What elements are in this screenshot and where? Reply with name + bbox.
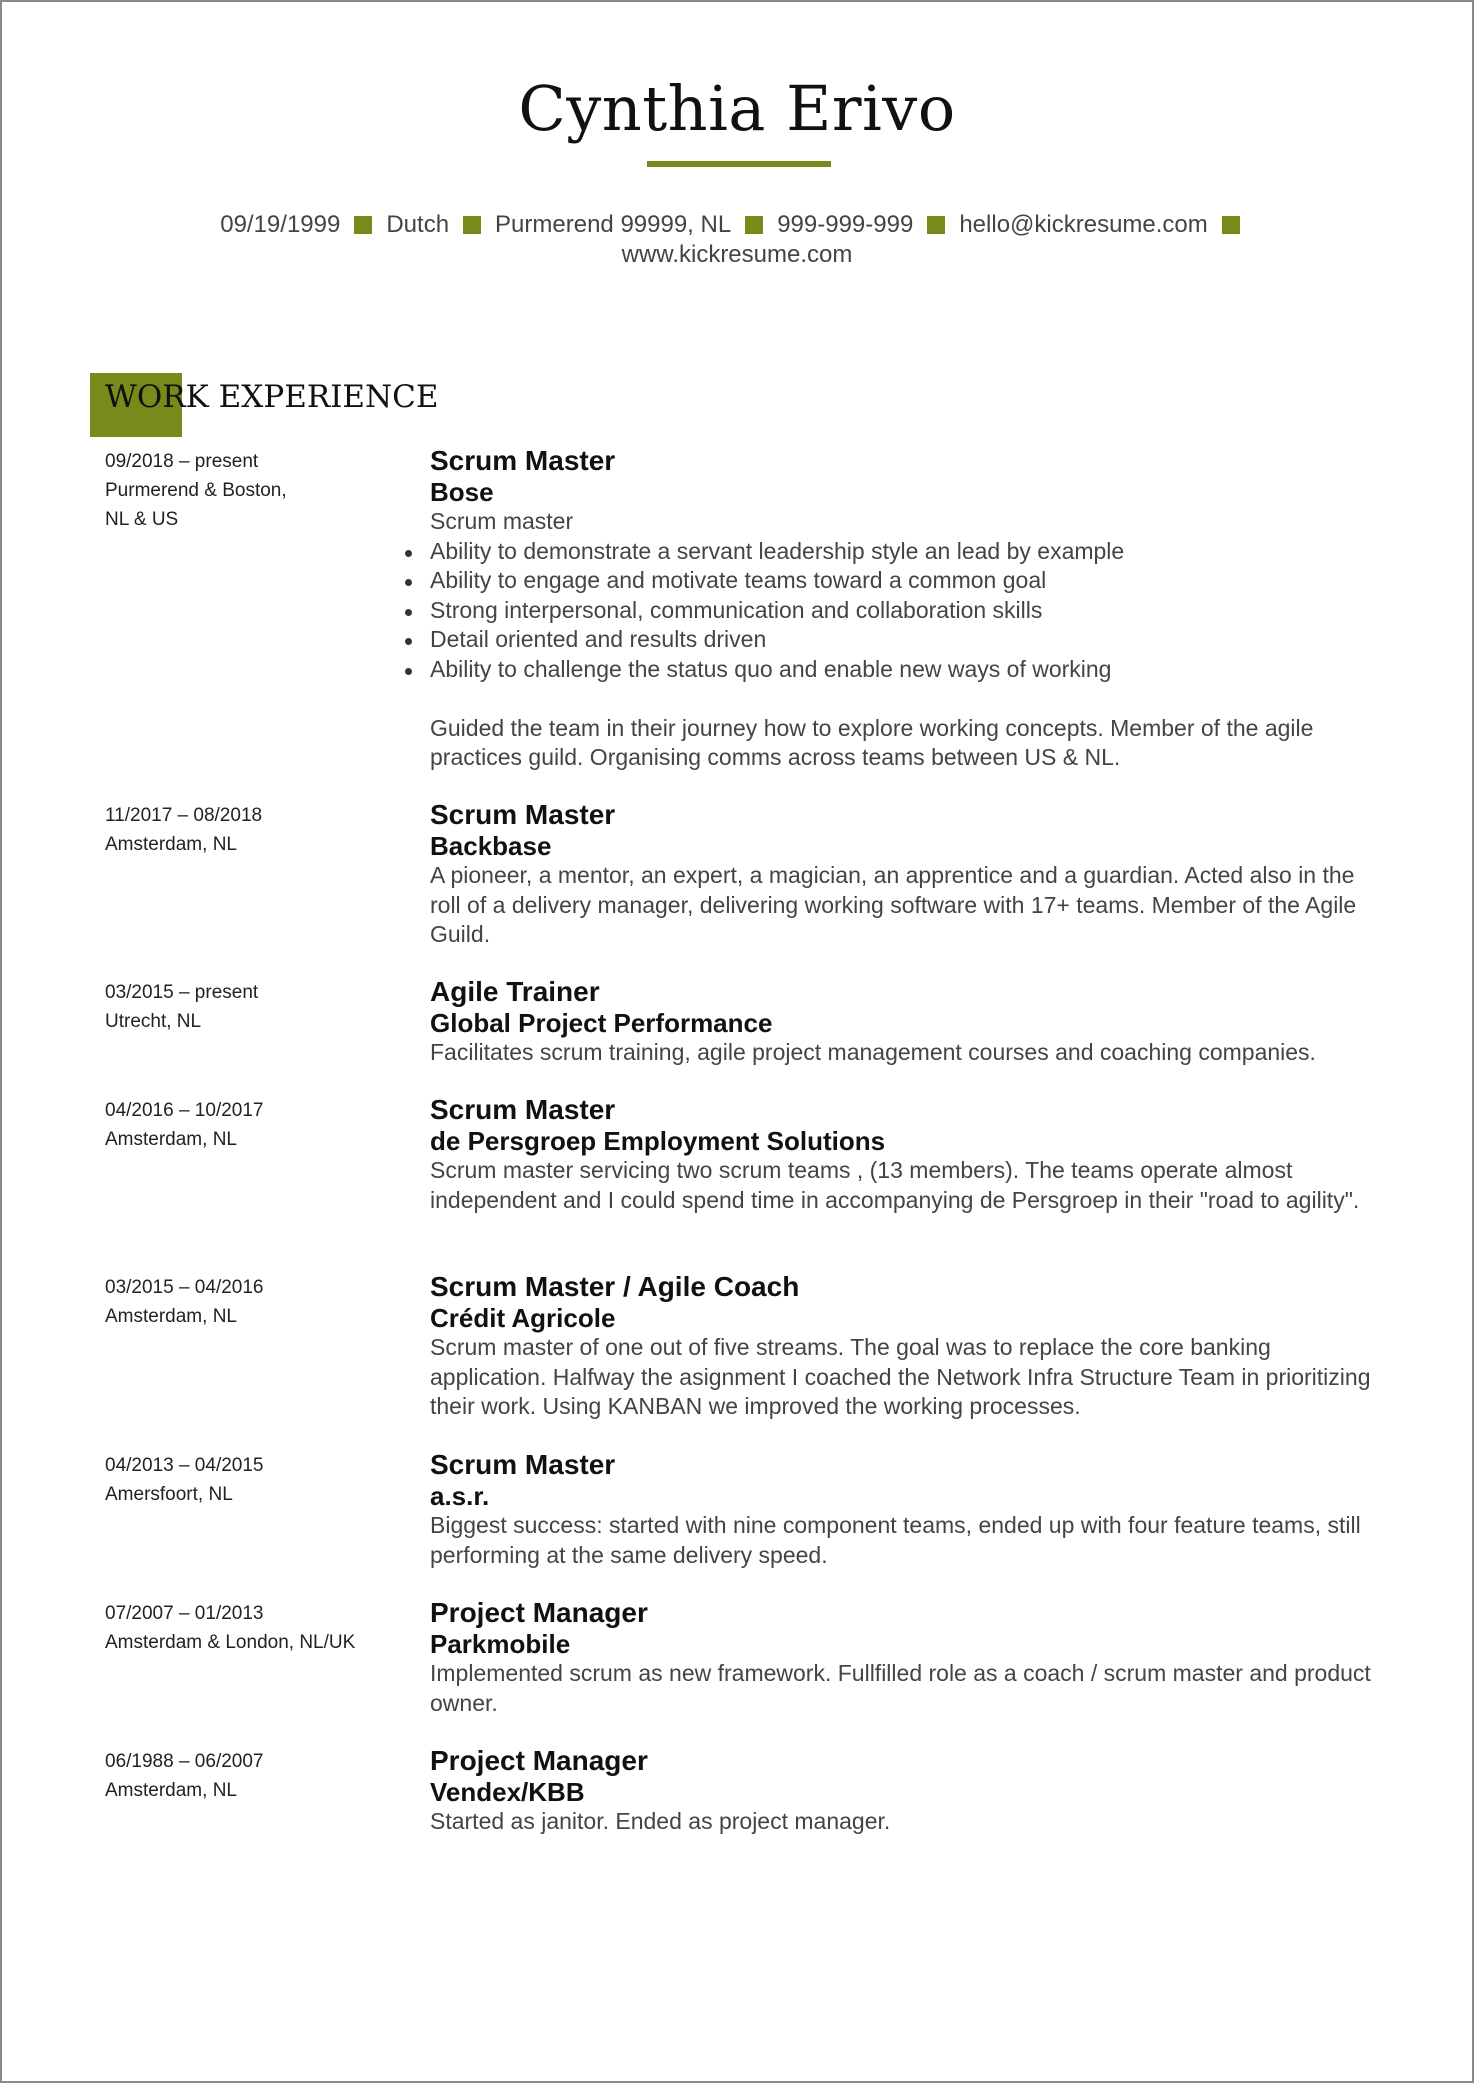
job-body	[430, 799, 1380, 950]
job-dates: 04/2013 – 04/2015	[105, 1455, 264, 1476]
candidate-name: Cynthia Erivo	[518, 72, 956, 145]
bullet-item: Ability to challenge the status quo and enable new ways of working	[430, 655, 1380, 685]
job-description: Implemented scrum as new framework. Fullfilled role as a coach / scrum master and product owner.	[430, 1660, 1371, 1716]
name-underline	[647, 161, 831, 167]
job-meta	[105, 1273, 395, 1331]
bullet-item: Ability to engage and motivate teams toward a common goal	[430, 566, 1380, 596]
job-body	[430, 1271, 1380, 1422]
job-description: Scrum master of one out of five streams. The goal was to replace the core banking application. Halfway the asignment I coached the Network Infra Structure Team in prioritizing their work. Using KANBAN we improved the working processes.	[430, 1334, 1371, 1419]
spacer	[430, 684, 1380, 714]
job-description: Scrum master servicing two scrum teams , (13 members). The teams operate almost independent and I could spend time in accompanying de Persgroep in their "road to agility".	[430, 1157, 1360, 1213]
job-body	[430, 976, 1380, 1068]
job-company: Backbase	[430, 831, 552, 861]
job-role: Scrum Master	[430, 799, 616, 830]
job-meta	[105, 1451, 395, 1509]
job-location: Purmerend & Boston, NL & US	[105, 480, 287, 530]
job-body	[430, 1745, 1380, 1837]
job-dates: 07/2007 – 01/2013	[105, 1603, 264, 1624]
job-body	[430, 1094, 1380, 1215]
job-company: Global Project Performance	[430, 1008, 773, 1038]
job-company: Crédit Agricole	[430, 1303, 616, 1333]
job-company: de Persgroep Employment Solutions	[430, 1126, 886, 1156]
separator-square-icon	[927, 216, 945, 234]
job-role: Scrum Master	[430, 1449, 616, 1480]
job-meta	[105, 1599, 395, 1657]
job-location: Utrecht, NL	[105, 1011, 202, 1032]
job-description: Guided the team in their journey how to explore working concepts. Member of the agile practices guild. Organising comms across teams between US & NL.	[430, 714, 1314, 770]
contact-dob: 09/19/1999	[220, 211, 341, 238]
job-dates: 06/1988 – 06/2007	[105, 1751, 264, 1772]
job-role: Project Manager	[430, 1597, 648, 1628]
job-role: Scrum Master	[430, 1094, 616, 1125]
job-meta	[105, 1747, 395, 1805]
job-dates: 03/2015 – present	[105, 982, 259, 1003]
job-meta	[105, 978, 395, 1036]
job-company: Bose	[430, 477, 494, 507]
job-company: Vendex/KBB	[430, 1777, 585, 1807]
job-role: Project Manager	[430, 1745, 648, 1776]
job-location: Amsterdam, NL	[105, 834, 237, 855]
separator-square-icon	[745, 216, 763, 234]
job-company: Parkmobile	[430, 1629, 571, 1659]
job-location: Amersfoort, NL	[105, 1484, 233, 1505]
job-location: Amsterdam, NL	[105, 1780, 237, 1801]
contact-address: Purmerend 99999, NL	[495, 211, 732, 238]
job-bullets	[430, 537, 1380, 685]
job-role: Scrum Master	[430, 445, 616, 476]
job-description: Started as janitor. Ended as project manager.	[430, 1808, 891, 1834]
job-location: Amsterdam, NL	[105, 1129, 237, 1150]
separator-square-icon	[463, 216, 481, 234]
bullet-item: Strong interpersonal, communication and collaboration skills	[430, 596, 1380, 626]
job-role: Scrum Master / Agile Coach	[430, 1271, 800, 1302]
job-intro: Scrum master	[430, 508, 574, 534]
contact-phone: 999-999-999	[777, 211, 914, 238]
bullet-item: Detail oriented and results driven	[430, 625, 1380, 655]
job-meta	[105, 447, 395, 534]
separator-square-icon	[354, 216, 372, 234]
job-dates: 11/2017 – 08/2018	[105, 805, 263, 826]
contact-website[interactable]: www.kickresume.com	[621, 241, 853, 268]
section-title-work-experience: WORK EXPERIENCE	[105, 379, 439, 415]
contact-line	[152, 210, 1322, 270]
job-role: Agile Trainer	[430, 976, 600, 1007]
job-description: Facilitates scrum training, agile project management courses and coaching companies.	[430, 1039, 1316, 1065]
job-dates: 09/2018 – present	[105, 451, 259, 472]
job-dates: 04/2016 – 10/2017	[105, 1100, 264, 1121]
job-dates: 03/2015 – 04/2016	[105, 1277, 264, 1298]
job-location: Amsterdam & London, NL/UK	[105, 1632, 356, 1653]
job-description: A pioneer, a mentor, an expert, a magician, an apprentice and a guardian. Acted also in the roll of a delivery manager, delivering working software with 17+ teams. Member of the Agile Guild.	[430, 862, 1357, 947]
job-description: Biggest success: started with nine component teams, ended up with four feature teams, still performing at the same delivery speed.	[430, 1512, 1361, 1568]
contact-email[interactable]: hello@kickresume.com	[959, 211, 1208, 238]
job-meta	[105, 801, 395, 859]
job-company: a.s.r.	[430, 1481, 490, 1511]
job-location: Amsterdam, NL	[105, 1306, 237, 1327]
job-meta	[105, 1096, 395, 1154]
job-body	[430, 1449, 1380, 1570]
separator-square-icon	[1222, 216, 1240, 234]
contact-nationality: Dutch	[386, 211, 450, 238]
job-body	[430, 445, 1380, 773]
bullet-item: Ability to demonstrate a servant leadership style an lead by example	[430, 537, 1380, 567]
job-body	[430, 1597, 1380, 1718]
